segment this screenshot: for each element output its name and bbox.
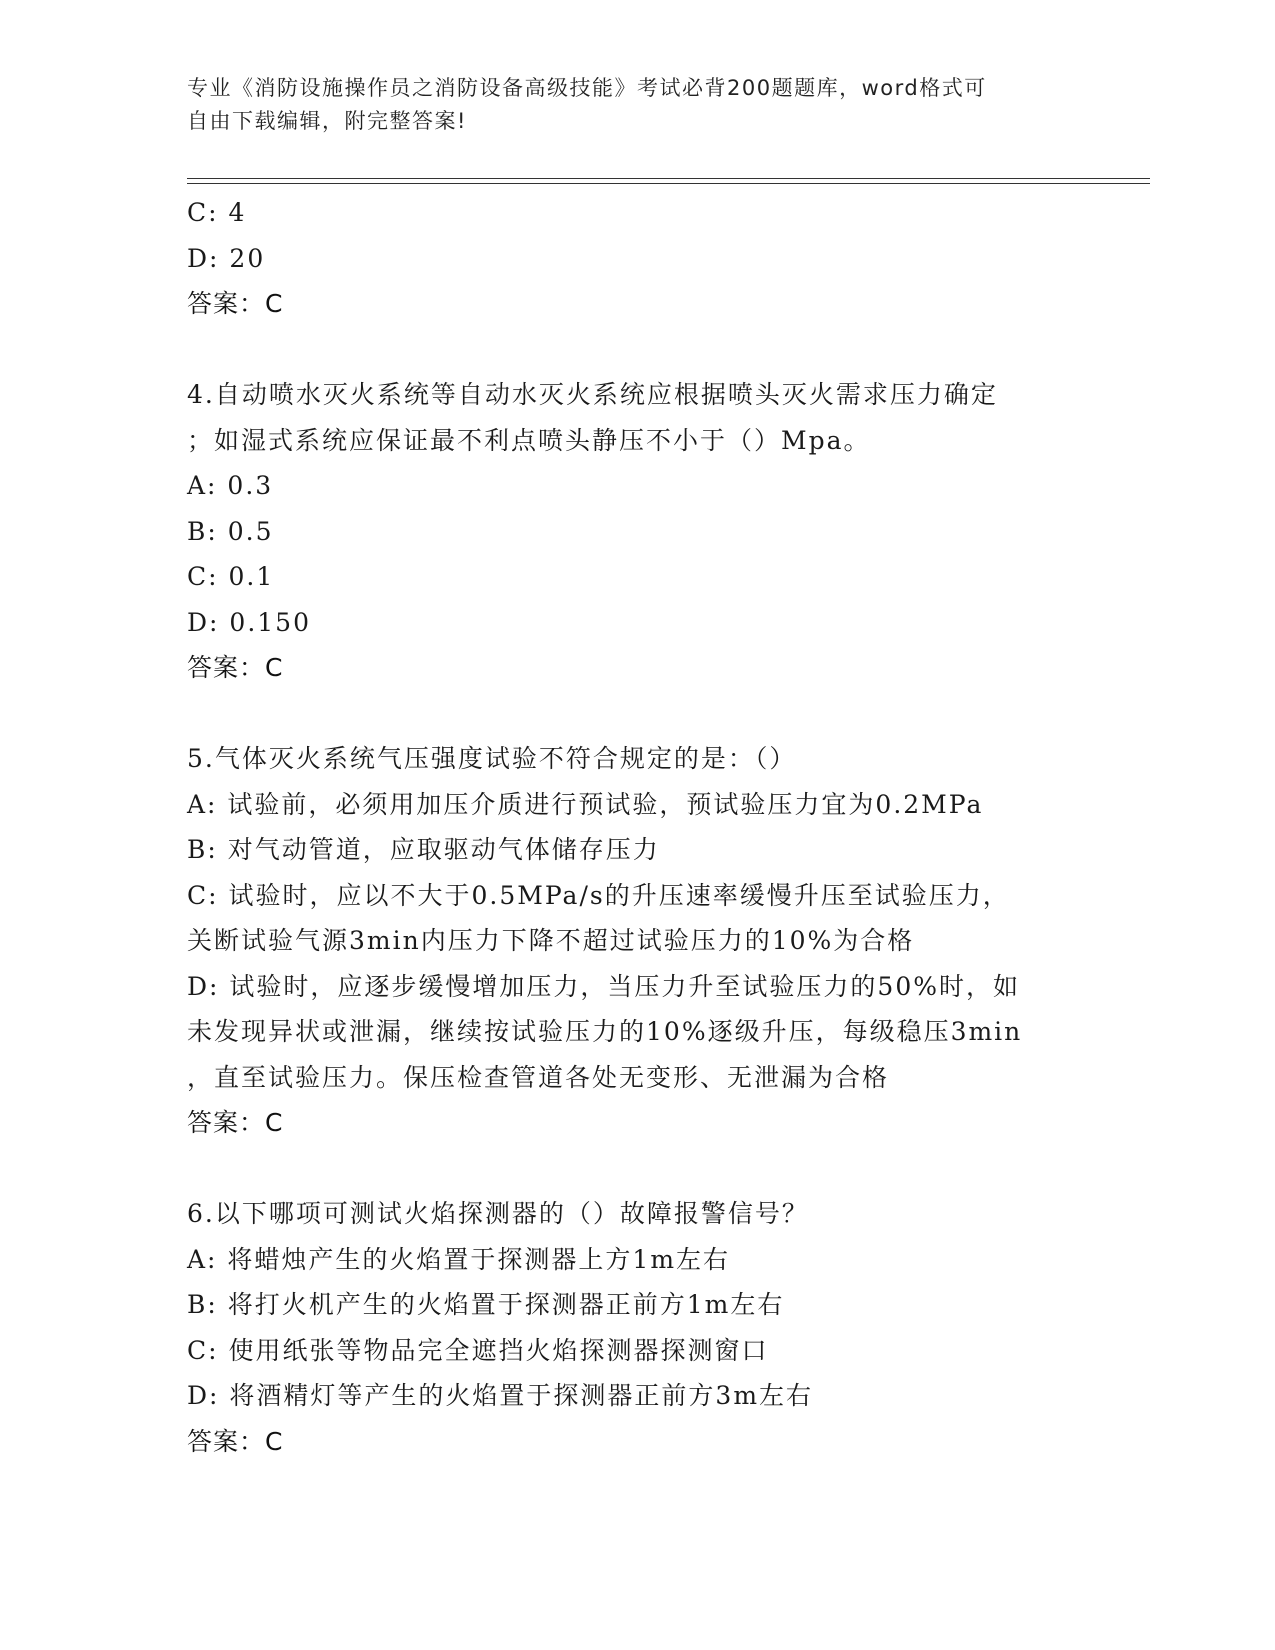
question-stem: ；如湿式系统应保证最不利点喷头静压不小于（）Mpa。 bbox=[187, 425, 871, 455]
spacer bbox=[187, 691, 1087, 737]
option-line: D: 0.150 bbox=[187, 607, 311, 637]
option-line: D: 试验时，应逐步缓慢增加压力，当压力升至试验压力的50%时，如 bbox=[187, 971, 1020, 1001]
document-header bbox=[187, 72, 1087, 138]
option-line: B: 对气动管道，应取驱动气体储存压力 bbox=[187, 835, 660, 864]
option-line: A: 将蜡烛产生的火焰置于探测器上方1m左右 bbox=[187, 1244, 731, 1274]
header-line-2: 自由下载编辑，附完整答案! bbox=[187, 109, 467, 133]
option-line: B: 将打火机产生的火焰置于探测器正前方1m左右 bbox=[187, 1290, 785, 1319]
option-line: D: 20 bbox=[187, 243, 266, 273]
answer-line: 答案：C bbox=[187, 1108, 284, 1137]
continued-question bbox=[187, 190, 1087, 327]
question-4 bbox=[187, 372, 1087, 691]
answer-line: 答案：C bbox=[187, 653, 284, 682]
answer-line: 答案：C bbox=[187, 289, 284, 318]
question-stem: 4.自动喷水灭火系统等自动水灭火系统应根据喷头灭火需求压力确定 bbox=[187, 380, 998, 409]
question-5 bbox=[187, 736, 1087, 1146]
option-line: ，直至试验压力。保压检查管道各处无变形、无泄漏为合格 bbox=[187, 1062, 890, 1092]
question-stem: 5.气体灭火系统气压强度试验不符合规定的是：（） bbox=[187, 744, 797, 773]
option-line: C: 4 bbox=[187, 198, 247, 227]
option-line: C: 0.1 bbox=[187, 562, 275, 591]
option-line: A: 试验前，必须用加压介质进行预试验，预试验压力宜为0.2MPa bbox=[187, 789, 984, 819]
option-line: 未发现异状或泄漏，继续按试验压力的10%逐级升压，每级稳压3min bbox=[187, 1017, 1023, 1046]
header-line-1: 专业《消防设施操作员之消防设备高级技能》考试必背200题题库，word格式可 bbox=[187, 76, 987, 100]
question-content bbox=[187, 190, 1087, 1464]
header-divider-top bbox=[187, 178, 1150, 179]
option-line: 关断试验气源3min内压力下降不超过试验压力的10%为合格 bbox=[187, 926, 915, 955]
option-line: A: 0.3 bbox=[187, 471, 274, 500]
answer-line: 答案：C bbox=[187, 1426, 284, 1456]
header-divider-bottom bbox=[187, 183, 1150, 184]
question-6 bbox=[187, 1191, 1087, 1464]
spacer bbox=[187, 327, 1087, 373]
option-line: C: 试验时，应以不大于0.5MPa/s的升压速率缓慢升压至试验压力， bbox=[187, 880, 1010, 910]
option-line: C: 使用纸张等物品完全遮挡火焰探测器探测窗口 bbox=[187, 1335, 769, 1365]
option-line: D: 将酒精灯等产生的火焰置于探测器正前方3m左右 bbox=[187, 1381, 814, 1410]
spacer bbox=[187, 1146, 1087, 1192]
question-stem: 6.以下哪项可测试火焰探测器的（）故障报警信号？ bbox=[187, 1199, 809, 1228]
option-line: B: 0.5 bbox=[187, 516, 274, 546]
